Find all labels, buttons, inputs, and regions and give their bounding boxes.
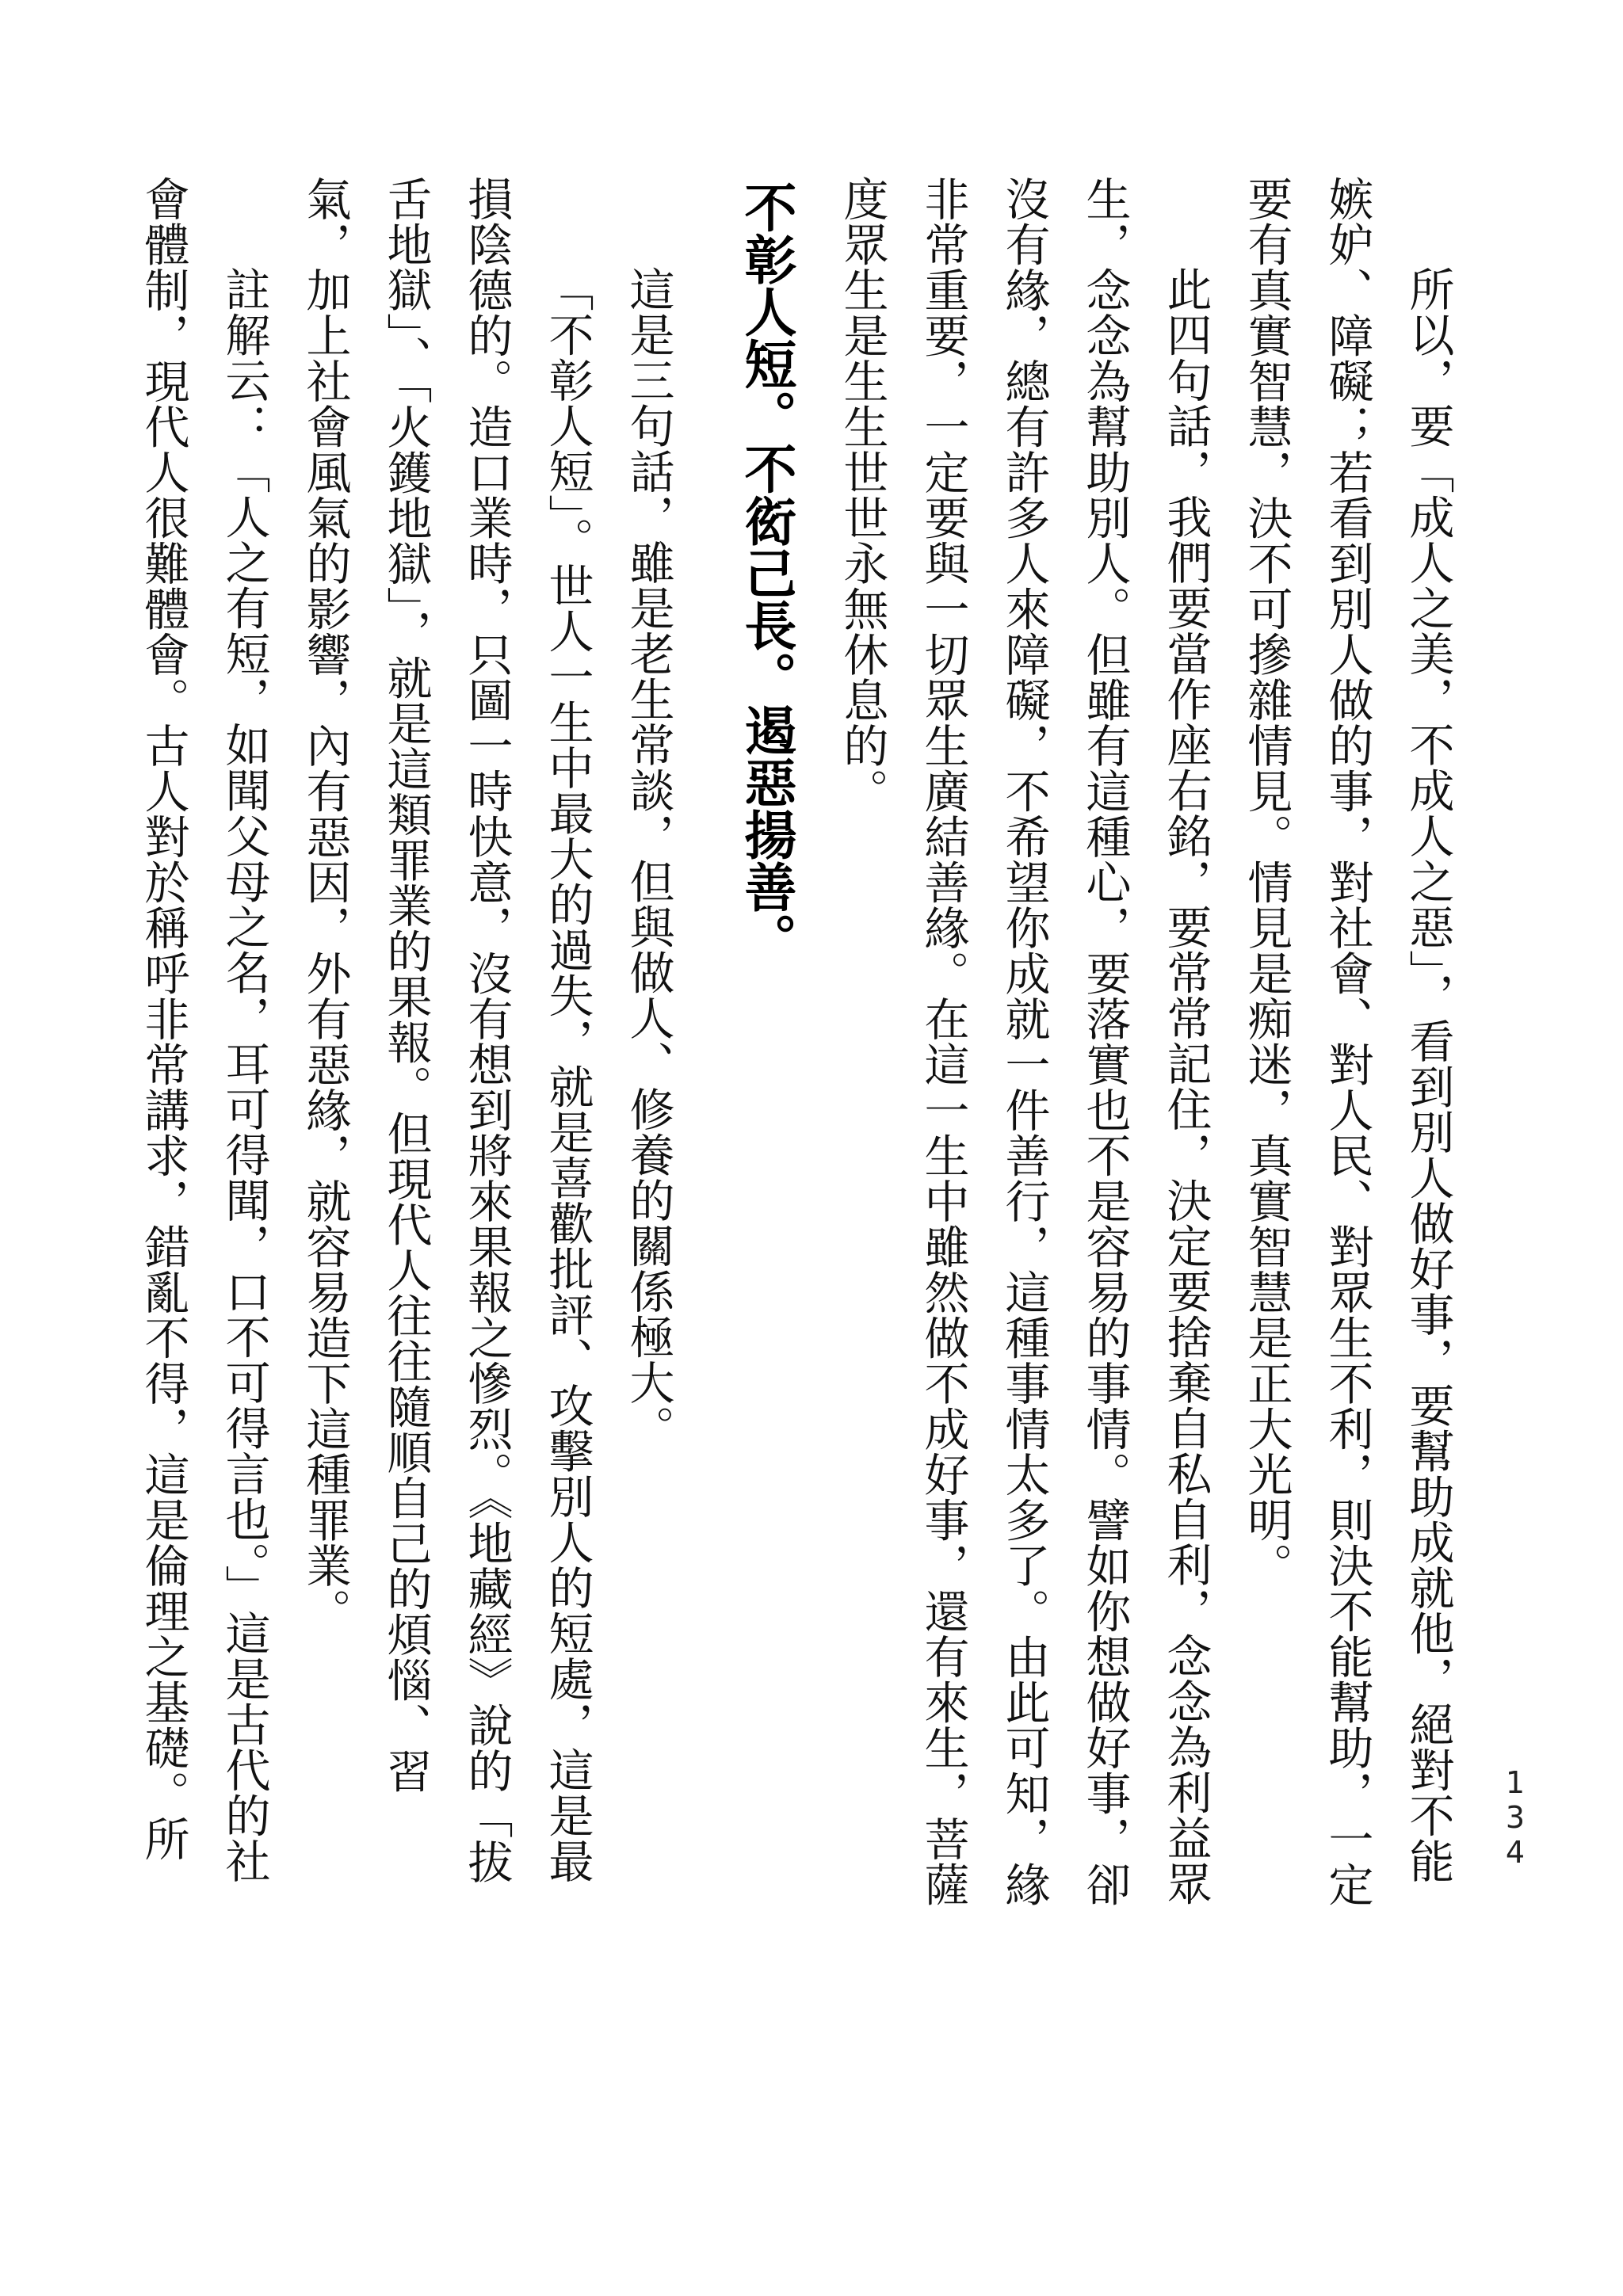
text-column: 所以，要「成人之美，不成人之惡」，看到別人做好事，要幫助成就他，絕對不能 (1402, 266, 1454, 1884)
text-column: 損陰德的。造口業時，只圖一時快意，沒有想到將來果報之慘烈。《地藏經》說的「拔 (460, 176, 513, 1885)
text-column: 要有真實智慧，決不可摻雜情見。情見是痴迷，真實智慧是正大光明。 (1240, 176, 1293, 1589)
text-column: 沒有緣，總有許多人來障礙，不希望你成就一件善行，這種事情太多了。由此可知，緣 (998, 176, 1050, 1907)
text-column: 氣，加上社會風氣的影響，內有惡因，外有惡緣，就容易造下這種罪業。 (299, 176, 351, 1634)
text-column: 「不彰人短」。世人一生中最大的過失，就是喜歡批評、攻擊別人的短處，這是最 (541, 266, 594, 1884)
text-column: 會體制，現代人很難體會。古人對於稱呼非常講求，錯亂不得，這是倫理之基礎。所 (137, 176, 189, 1862)
text-column: 度眾生是生生世世永無休息的。 (836, 176, 888, 814)
text-column: 非常重要，一定要與一切眾生廣結善緣。在這一生中雖然做不成好事，還有來生，菩薩 (917, 176, 969, 1907)
text-column: 嫉妒、障礙；若看到別人做的事，對社會、對人民、對眾生不利，則決不能幫助，一定 (1321, 176, 1373, 1907)
text-column: 生，念念為幫助別人。但雖有這種心，要落實也不是容易的事情。譬如你想做好事，卻 (1079, 176, 1131, 1907)
text-column: 註解云：「人之有短，如聞父母之名，耳可得聞，口不可得言也。」這是古代的社 (218, 266, 270, 1884)
text-column: 此四句話，我們要當作座右銘，要常常記住，決定要捨棄自私自利，念念為利益眾 (1159, 266, 1212, 1906)
text-column: 這是三句話，雖是老生常談，但與做人、修養的關係極大。 (622, 266, 674, 1451)
section-heading: 不彰人短。不衒己長。遏惡揚善。 (735, 181, 796, 965)
text-column: 舌地獄」、「火鑊地獄」，就是這類罪業的果報。但現代人往往隨順自己的煩惱、習 (380, 176, 432, 1794)
page-number: 134 (1498, 1765, 1533, 1870)
